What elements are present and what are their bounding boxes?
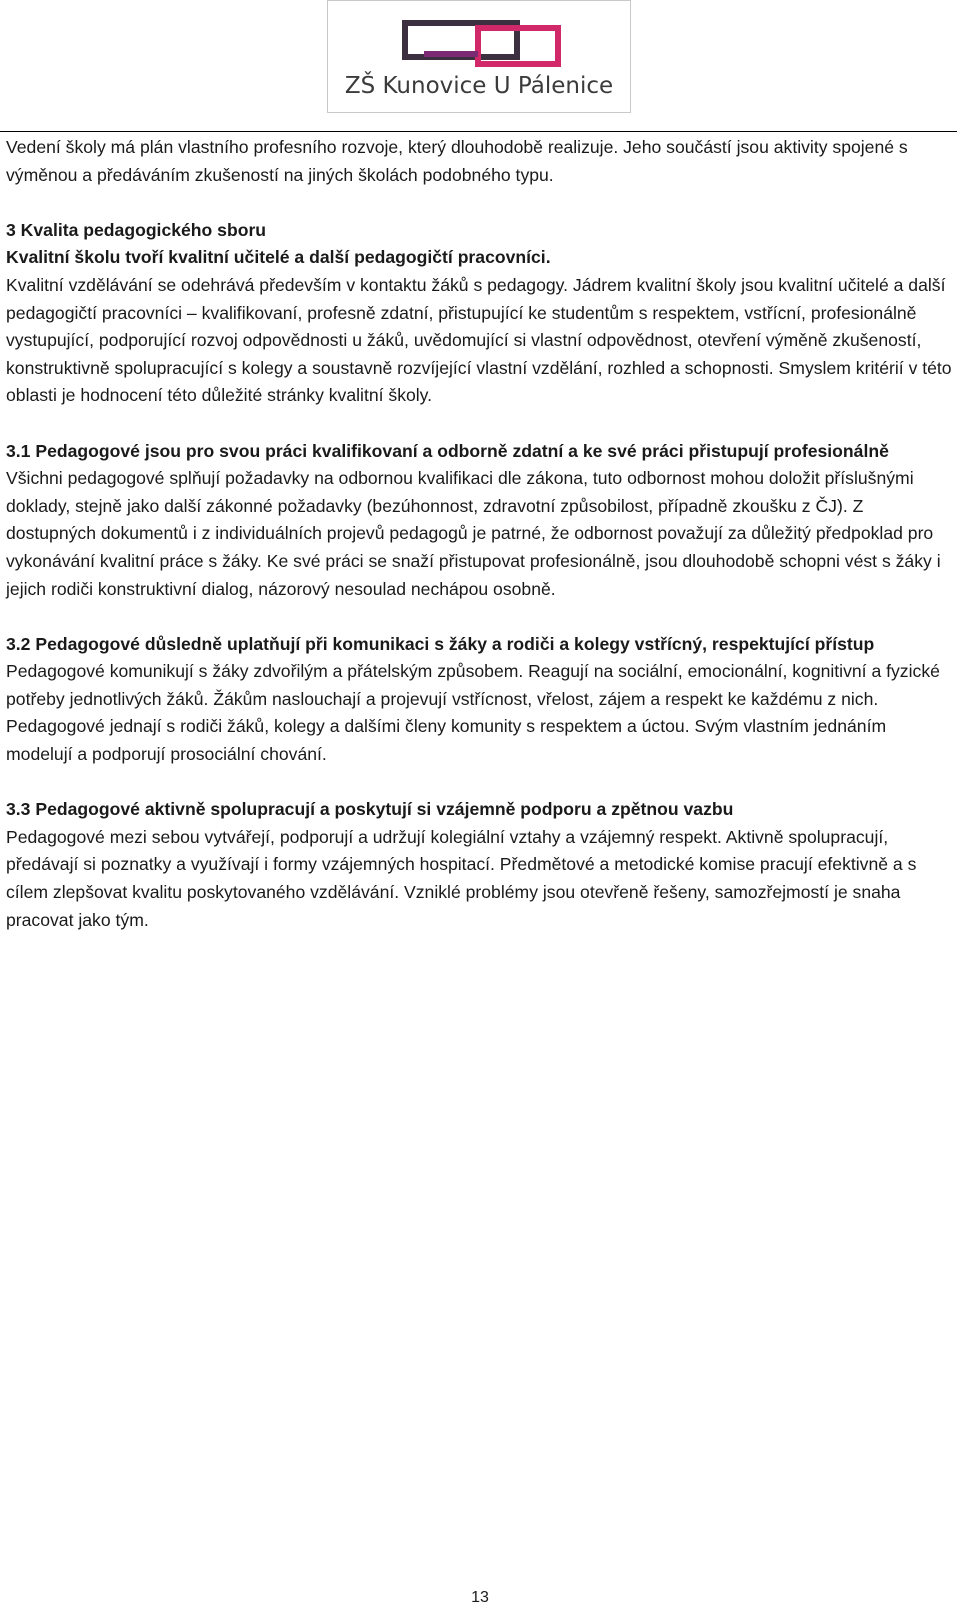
section-3-3-heading: 3.3 Pedagogové aktivně spolupracují a poskytují si vzájemně podporu a zpětnou vazbu	[6, 799, 734, 820]
spacer	[6, 410, 954, 438]
spacer	[6, 769, 954, 797]
section-3-paragraph: Kvalitní vzdělávání se odehrává především v kontaktu žáků s pedagogy. Jádrem kvalitní školy jsou kvalitní učitelé a další pedagogičtí pracovníci – kvalifikovaní, profesně zdatní, přistupující ke studentům s respektem, vstřícní, profesionálně vystupující, podporující rozvoj odpovědnosti u žáků, uvědomující si vlastní odpovědnost, otevření výměně zkušeností, konstruktivně spolupracující s kolegy a soustavně rozvíjející vlastní vzdělání, rozhled a schopnosti. Smyslem kritérií v této oblasti je hodnocení této důležité stránky kvalitní školy.	[6, 274, 952, 406]
section-3-2-heading: 3.2 Pedagogové důsledně uplatňují při komunikaci s žáky a rodiči a kolegy vstřícný, respektující přístup	[6, 633, 875, 654]
section-3-3-paragraph: Pedagogové mezi sebou vytvářejí, podporují a udržují kolegiální vztahy a vzájemný respekt. Aktivně spolupracují, předávají si poznatky a využívají i formy vzájemných hospitací. Předmětové a metodické komise pracují efektivně a s cílem zlepšovat kvalitu poskytovaného vzdělávání. Vzniklé problémy jsou otevřeně řešeny, samozřejmostí je snaha pracovat jako tým.	[6, 826, 917, 930]
document-body	[6, 134, 954, 934]
logo-text: ZŠ Kunovice U Pálenice	[344, 73, 614, 99]
spacer	[6, 189, 954, 217]
section-3-subheading: Kvalitní školu tvoří kvalitní učitelé a další pedagogičtí pracovníci.	[6, 247, 551, 268]
section-3-1-paragraph: Všichni pedagogové splňují požadavky na odbornou kvalifikaci dle zákona, tuto odbornost mohou doložit příslušnými doklady, stejně jako další zákonné požadavky (bezúhonnost, zdravotní způsobilost, případně zkoušku z ČJ). Z dostupných dokumentů i z individuálních projevů pedagogů je patrné, že odbornost považují za důležitý předpoklad pro vykonávání kvalitní práce s žáky. Ke své práci se snaží přistupovat profesionálně, jsou dlouhodobě schopni vést s žáky i jejich rodiči konstruktivní dialog, názorový nesoulad nechápou osobně.	[6, 468, 941, 599]
section-3-2-paragraph: Pedagogové komunikují s žáky zdvořilým a přátelským způsobem. Reagují na sociální, emocionální, kognitivní a fyzické potřeby jednotlivých žáků. Žákům naslouchají a projevují vstřícnost, vřelost, zájem a respekt ke každému z nich. Pedagogové jednají s rodiči žáků, kolegy a dalšími členy komunity s respektem a úctou. Svým vlastním jednáním modelují a podporují prosociální chování.	[6, 661, 940, 765]
page-number: 13	[471, 1589, 489, 1606]
header-divider	[0, 131, 957, 132]
section-3-1-heading: 3.1 Pedagogové jsou pro svou práci kvalifikovaní a odborně zdatní a ke své práci přistupují profesionálně	[6, 440, 889, 461]
spacer	[6, 603, 954, 631]
school-logo	[327, 0, 631, 113]
section-3-heading: 3 Kvalita pedagogického sboru	[6, 219, 267, 240]
logo-bar-purple	[424, 51, 478, 57]
intro-paragraph: Vedení školy má plán vlastního profesního rozvoje, který dlouhodobě realizuje. Jeho součástí jsou aktivity spojené s výměnou a předáváním zkušeností na jiných školách podobného typu.	[6, 137, 908, 185]
